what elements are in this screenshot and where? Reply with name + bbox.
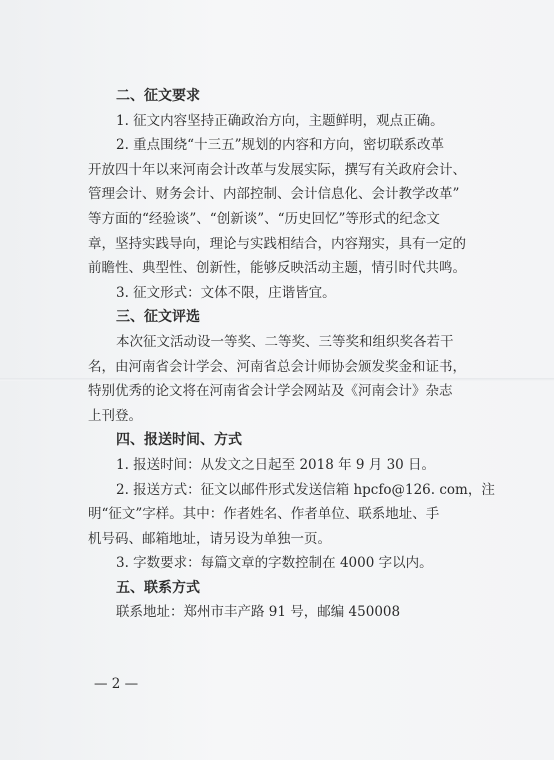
contact-address: 联系地址：郑州市丰产路 91 号，邮编 450008 — [116, 604, 401, 621]
requirement-2-line-4: 等方面的“经验谈”、“创新谈”、“历史回忆”等形式的纪念文 — [88, 210, 440, 227]
requirement-2-line-5: 章，坚持实践导向，理论与实践相结合，内容翔实，具有一定的 — [88, 235, 466, 252]
evaluation-line-2: 名，由河南省会计学会、河南省总会计师协会颁发奖金和证书， — [88, 358, 466, 375]
section-heading-submission: 四、报送时间、方式 — [116, 432, 242, 449]
section-heading-requirements: 二、征文要求 — [116, 88, 200, 104]
requirement-1: 1. 征文内容坚持正确政治方向，主题鲜明，观点正确。 — [116, 112, 444, 129]
submission-method-line-2: 明“征文”字样。其中：作者姓名、作者单位、联系地址、手 — [88, 506, 440, 523]
requirement-2-line-2: 开放四十年以来河南会计改革与发展实际，撰写有关政府会计、 — [88, 161, 466, 178]
word-count-requirement: 3. 字数要求：每篇文章的字数控制在 4000 字以内。 — [116, 555, 433, 572]
page-number: — 2 — — [94, 676, 139, 692]
requirement-3: 3. 征文形式：文体不限，庄谐皆宜。 — [116, 284, 336, 301]
requirement-2-line-1: 2. 重点围绕“十三五”规划的内容和方向，密切联系改革 — [116, 137, 444, 154]
submission-method-line-3: 机号码、邮箱地址，请另设为单独一页。 — [88, 530, 331, 547]
section-heading-contact: 五、联系方式 — [116, 579, 200, 596]
requirement-2-line-3: 管理会计、财务会计、内部控制、会计信息化、会计教学改革” — [88, 186, 460, 203]
submission-time: 1. 报送时间：从发文之日起至 2018 年 9 月 30 日。 — [116, 456, 436, 473]
evaluation-line-3: 特别优秀的论文将在河南省会计学会网站及《河南会计》杂志 — [88, 383, 453, 400]
document-body — [88, 84, 496, 625]
evaluation-line-4: 上刊登。 — [88, 407, 142, 424]
section-heading-evaluation: 三、征文评选 — [116, 309, 200, 326]
requirement-2-line-6: 前瞻性、典型性、创新性，能够反映活动主题，情引时代共鸣。 — [88, 260, 466, 277]
submission-method-line-1: 2. 报送方式：征文以邮件形式发送信箱 hpcfo@126. com，注 — [116, 481, 495, 498]
evaluation-line-1: 本次征文活动设一等奖、二等奖、三等奖和组织奖各若干 — [116, 333, 454, 350]
